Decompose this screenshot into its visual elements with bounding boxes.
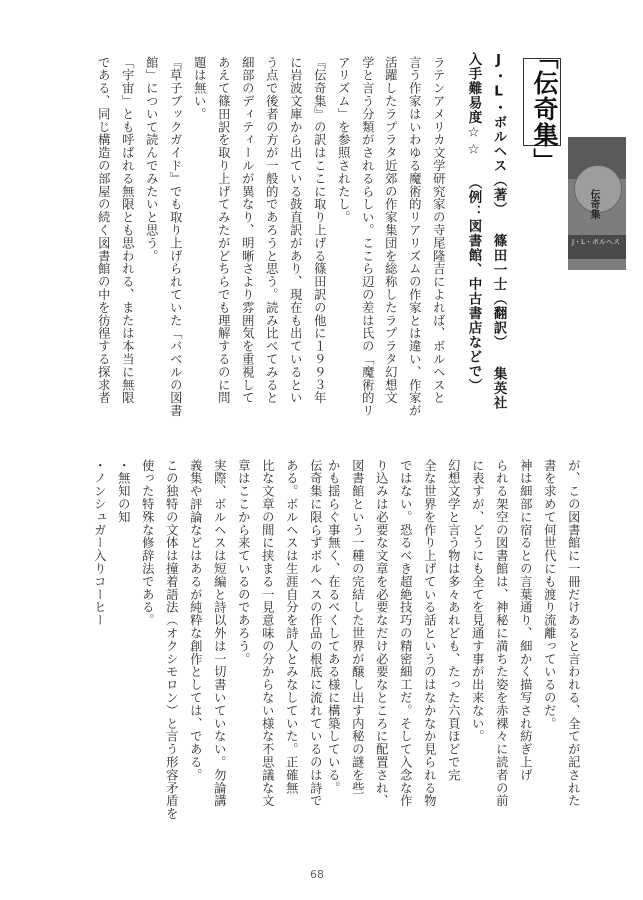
body-column: 学と言う分類がされるらしい。ここら辺の差は氏の「魔術的リ xyxy=(360,56,375,418)
body-column: 細部のディティールが異なり、明晰さより雰囲気を重視して xyxy=(240,56,255,405)
body-column: 義集や評論などはあるが純粋な創作としては、である。 xyxy=(188,459,203,782)
body-column: この独特の文体は撞着語法（オクシモロン）と言う形容矛盾を xyxy=(164,459,179,821)
body-column: 伝奇集に限らずボルヘスの作品の根底に流れているのは詩で xyxy=(308,459,323,808)
book-cover-image xyxy=(568,137,626,270)
body-column: 章はここから来ているのであろう。 xyxy=(236,459,251,666)
body-column: 使った特殊な修辞法である。 xyxy=(140,459,155,627)
body-column: 言う作家はいわゆる魔術的リアリズムの作家とは違い、作家が xyxy=(407,56,422,418)
list-item: ・ノンシュガー入りコーヒー xyxy=(92,459,107,627)
body-column: が、この図書館に一冊だけあると言われる、全てが記された xyxy=(566,459,581,808)
body-column: に岩波文庫から出ている鼓直訳があり、現在も出ているとい xyxy=(288,56,303,405)
body-column: 『草子ブックガイド』でも取り上げられていた「バベルの図書 xyxy=(168,56,183,418)
body-column: あえて篠田訳を取り上げてみたがどちらでも理解するのに問 xyxy=(216,56,231,405)
page-number: 68 xyxy=(310,868,324,881)
body-column: 「宇宙」とも呼ばれる無限とも思われる、または本当に無限 xyxy=(120,56,135,405)
body-column: 神は細部に宿るとの言葉通り、細かく描写され紡ぎ上げ xyxy=(518,459,533,782)
cover-band-text: J・L・ボルヘス xyxy=(572,238,620,246)
body-column: 実際、ボルヘスは短編と詩以外は一切書いていない。勿論講 xyxy=(212,459,227,808)
body-column: 図書館という一種の完結した世界が醸し出す内秘の謎を些 xyxy=(350,459,365,795)
body-column: 題は無い。 xyxy=(192,56,207,121)
body-column: ではない。恐るべき超絶技巧の精密細工だ。そして入念な作 xyxy=(398,459,413,808)
book-title: 「伝奇集」 xyxy=(530,44,559,174)
body-column: 幻想文学と言う物は多々あれども、たった六頁ほどで完 xyxy=(446,459,461,782)
body-column: 全な世界を作り上げている話というのはなかなか見られる物 xyxy=(422,459,437,808)
body-column: られる架空の図書館は、神秘に満ちた姿を赤裸々に読者の前 xyxy=(494,459,509,808)
body-column: 活躍したラプラタ近郊の作家集団を総称したラプラタ幻想文 xyxy=(383,56,398,405)
cover-title: 伝奇集 xyxy=(588,189,599,219)
body-column: アリズム」を参照されたし。 xyxy=(336,56,351,224)
availability-line: 入手難易度☆☆ （例：図書館、中古書店などで） xyxy=(465,52,482,393)
body-column: う点で後者の方が一般的であろうと思う。読み比べてみると xyxy=(264,56,279,405)
body-column: 比な文章の間に挟まる一見意味の分からない様な不思議な文 xyxy=(260,459,275,808)
body-column: である、同じ構造の部屋の続く図書館の中を彷徨する探求者 xyxy=(96,56,111,405)
body-column: り込みは必要な文章を必要なだけ必要なところに配置され、 xyxy=(374,459,389,808)
body-column: ある。ボルヘスは生涯自分を詩人とみなしていた。正確無 xyxy=(284,459,299,795)
body-column: ラテンアメリカ文学研究家の寺尾隆吉によれば、ボルヘスと xyxy=(431,56,446,405)
body-column: 館」について読んでみたいと思う。 xyxy=(144,56,159,263)
body-column: 『伝奇集』の訳はここに取り上げる篠田訳の他に１９９３年 xyxy=(312,56,327,405)
body-column: かも揺らぐ事無く、在るべくしてある様に構築している。 xyxy=(326,459,341,795)
body-column: 書を求めて何世代にも渡り流離っているのだ。 xyxy=(542,459,557,730)
list-item: ・無知の知 xyxy=(116,459,131,524)
author-line: J・L・ボルヘス（著） 篠田一士（翻訳） 集英社 xyxy=(490,52,507,410)
body-column: に表すが、どうにも全てを見通す事が出来ない。 xyxy=(470,459,485,743)
